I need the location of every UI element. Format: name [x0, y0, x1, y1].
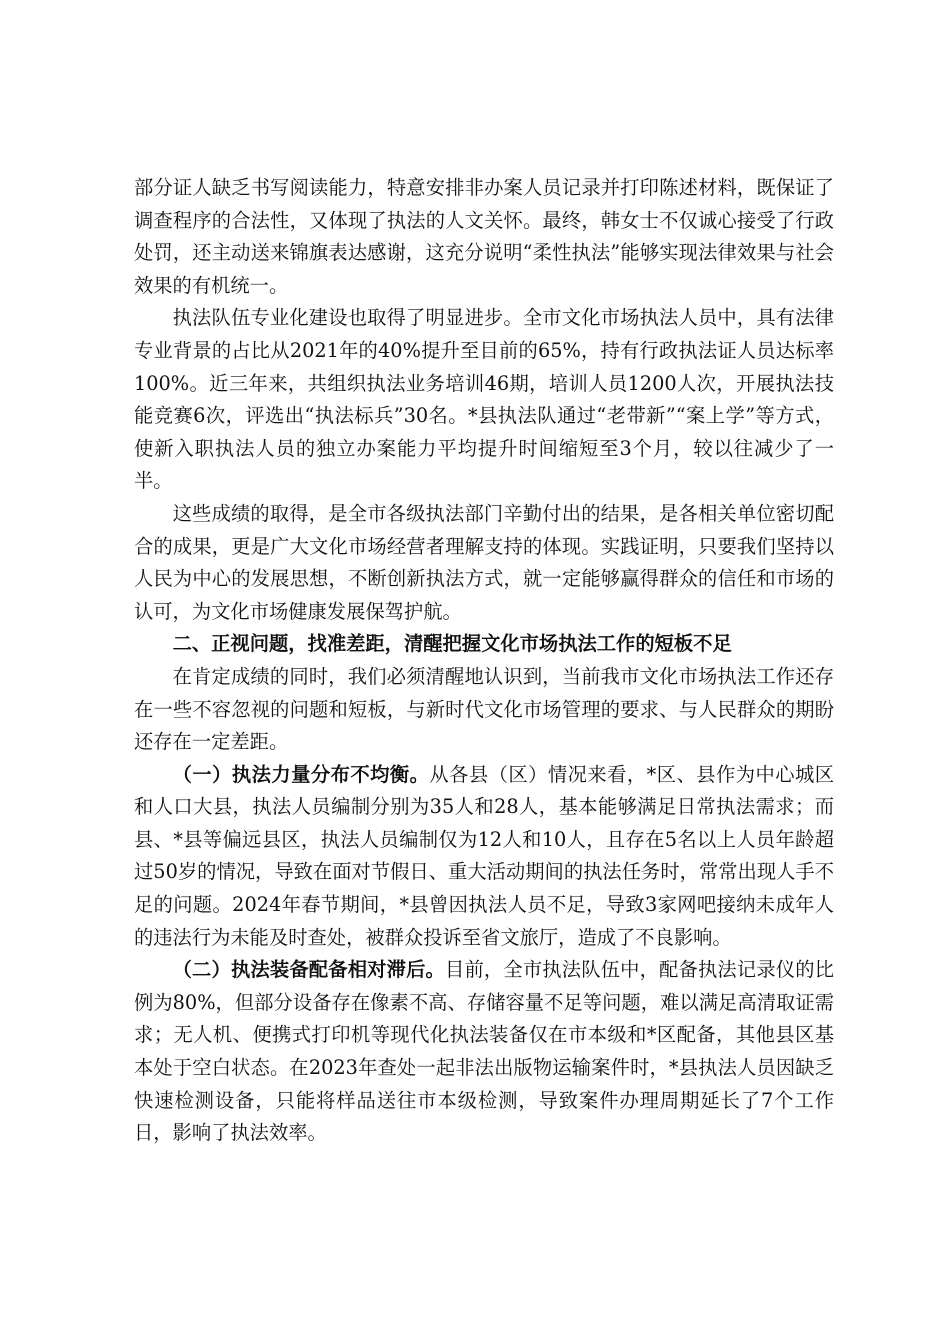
paragraph-continuation: 部分证人缺乏书写阅读能力，特意安排非办案人员记录并打印陈述材料，既保证了调查程序的合法性，又体现了执法的人文关怀。最终，韩女士不仅诚心接受了行政处罚，还主动送来锦旗表达感谢，这充分说明“柔性执法”能够实现法律效果与社会效果的有机统一。 [134, 176, 834, 297]
subheading-staffing-imbalance: （一）执法力量分布不均衡。 [172, 762, 430, 786]
paragraph-achievements-summary: 这些成绩的取得，是全市各级执法部门辛勤付出的结果，是各相关单位密切配合的成果，更是广大文化市场经营者理解支持的体现。实践证明，只要我们坚持以人民为中心的发展思想，不断创新执法方式，就一定能够赢得群众的信任和市场的认可，为文化市场健康发展保驾护航。 [134, 501, 834, 623]
paragraph-staffing-imbalance [134, 759, 834, 955]
paragraph-equipment-lag-body: 目前，全市执法队伍中，配备执法记录仪的比例为80%，但部分设备存在像素不高、存储容量不足等问题，难以满足高清取证需求；无人机、便携式打印机等现代化执法装备仅在市本级和*区配备，其他县区基本处于空白状态。在2023年查处一起非法出版物运输案件时，*县执法人员因缺乏快速检测设备，只能将样品送往市本级检测，导致案件办理周期延长了7个工作日，影响了执法效率。 [134, 958, 835, 1145]
paragraph-staffing-imbalance-body: 从各县（区）情况来看，*区、县作为中心城区和人口大县，执法人员编制分别为35人和28人，基本能够满足日常执法需求；而县、*县等偏远县区，执法人员编制仅为12人和10人，且存在5名以上人员年龄超过50岁的情况，导致在面对节假日、重大活动期间的执法任务时，常常出现人手不足的问题。2024年春节期间，*县曾因执法人员不足，导致3家网吧接纳未成年人的违法行为未能及时查处，被群众投诉至省文旅厅，造成了不良影响。 [134, 762, 835, 949]
section-heading-problems: 二、正视问题，找准差距，清醒把握文化市场执法工作的短板不足 [172, 632, 732, 656]
document-body [134, 172, 834, 1150]
paragraph-problems-intro: 在肯定成绩的同时，我们必须清醒地认识到，当前我市文化市场执法工作还存在一些不容忽视的问题和短板，与新时代文化市场管理的要求、与人民群众的期盼还存在一定差距。 [134, 664, 834, 754]
subheading-equipment-lag: （二）执法装备配备相对滞后。 [172, 958, 446, 982]
paragraph-equipment-lag [134, 954, 834, 1150]
paragraph-team-building: 执法队伍专业化建设也取得了明显进步。全市文化市场执法人员中，具有法律专业背景的占比从2021年的40%提升至目前的65%，持有行政执法证人员达标率100%。近三年来，共组织执法业务培训46期，培训人员1200人次，开展执法技能竞赛6次，评选出“执法标兵”30名。*县执法队通过“老带新”“案上学”等方式，使新入职执法人员的独立办案能力平均提升时间缩短至3个月，较以往减少了一半。 [134, 306, 834, 493]
